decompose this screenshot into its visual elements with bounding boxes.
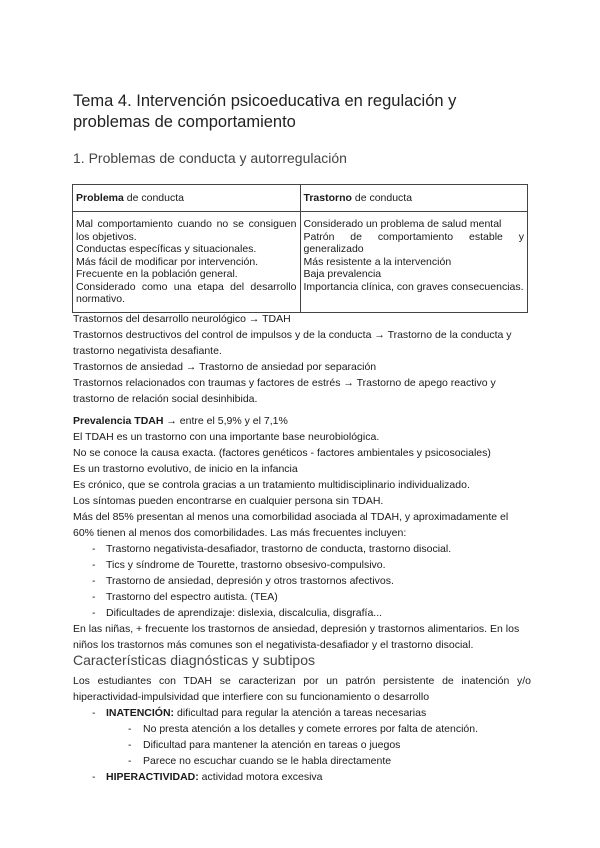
text-line: Los síntomas pueden encontrarse en cualquier persona sin TDAH. (73, 495, 384, 507)
list-item-inattention: - INATENCIÓN: dificultad para regular la atención a tareas necesarias (92, 707, 427, 719)
text-line: No se conoce la causa exacta. (factores genéticos - factores ambientales y psicosociales) (73, 447, 491, 459)
table-item: Patrón de comportamiento estable y generalizado (303, 230, 524, 255)
table-item: Más fácil de modificar por intervención. (76, 255, 259, 268)
table-item: Considerado como una etapa del desarrollo normativo. (76, 280, 297, 305)
prevalence-section (73, 413, 531, 653)
text-line: Trastornos de ansiedad → Trastorno de ansiedad por separación (73, 361, 377, 373)
list-item: - Trastorno de ansiedad, depresión y otros trastornos afectivos. (92, 575, 394, 587)
diagnostics-section (73, 673, 531, 785)
table-item: Más resistente a la intervención (303, 255, 452, 268)
table-cell-problem (73, 212, 301, 313)
text-line: Es un trastorno evolutivo, de inicio en la infancia (73, 463, 298, 475)
prevalence-label: Prevalencia TDAH (73, 415, 164, 427)
table-item: Frecuente en la población general. (76, 268, 238, 280)
text-line: El TDAH es un trastorno con una importante base neurobiológica. (73, 431, 380, 443)
table-item: Baja prevalencia (303, 268, 382, 280)
table-item: Conductas específicas y situacionales. (76, 243, 257, 255)
list-item: - Tics y síndrome de Tourette, trastorno obsesivo-compulsivo. (92, 559, 386, 571)
text-line: Trastornos del desarrollo neurológico → TDAH (73, 313, 291, 325)
list-item-hyperactivity: - HIPERACTIVIDAD: actividad motora excesiva (92, 771, 323, 783)
sub-list-item: - No presta atención a los detalles y comete errores por falta de atención. (128, 723, 479, 735)
text-line: Es crónico, que se controla gracias a un tratamiento multidisciplinario individualizado. (73, 479, 470, 491)
intro-paragraph: Los estudiantes con TDAH se caracterizan por un patrón persistente de inatención y/o hiperactividad-impulsividad que interfiere con su funcionamiento o desarrollo (73, 675, 531, 703)
table-header-problem: Problema de conducta (73, 185, 301, 212)
prevalence-line: Prevalencia TDAH → entre el 5,9% y el 7,1% (73, 415, 288, 427)
text-line: Trastornos destructivos del control de impulsos y de la conducta → Trastorno de la conducta y trastorno negativista desafiante. (73, 329, 512, 357)
text-line: En las niñas, + frecuente los trastornos de ansiedad, depresión y trastornos alimentarios. En los niños los trastornos más comunes son el negativista-desafiador y el trastorno disocial. (73, 623, 520, 651)
list-item: - Trastorno negativista-desafiador, trastorno de conducta, trastorno disocial. (92, 543, 452, 555)
disorders-list (73, 311, 531, 407)
table-item: Mal comportamiento cuando no se consiguen los objetivos. (76, 218, 297, 243)
comparison-table (72, 184, 528, 313)
section-heading-diagnostics: Características diagnósticas y subtipos (73, 652, 315, 668)
text-line: Trastornos relacionados con traumas y factores de estrés → Trastorno de apego reactivo y trastorno de relación social desinhibida. (73, 377, 496, 405)
table-item: Importancia clínica, con graves consecuencias. (303, 280, 524, 293)
list-item: - Trastorno del espectro autista. (TEA) (92, 591, 278, 603)
text-line: Más del 85% presentan al menos una comorbilidad asociada al TDAH, y aproximadamente el 60% tienen al menos dos comorbilidades. Las más frecuentes incluyen: (73, 511, 509, 539)
list-item: - Dificultades de aprendizaje: dislexia, discalculia, disgrafía... (92, 607, 383, 619)
section-heading-problems: 1. Problemas de conducta y autorregulación (73, 150, 347, 166)
table-item: Considerado un problema de salud mental (303, 218, 502, 230)
sub-list-item: - Parece no escuchar cuando se le habla directamente (128, 755, 392, 767)
sub-list-item: - Dificultad para mantener la atención en tareas o juegos (128, 739, 401, 751)
table-header-disorder: Trastorno de conducta (300, 185, 528, 212)
page-title: Tema 4. Intervención psicoeducativa en regulación y problemas de comportamiento (73, 92, 457, 131)
table-cell-disorder (300, 212, 528, 313)
